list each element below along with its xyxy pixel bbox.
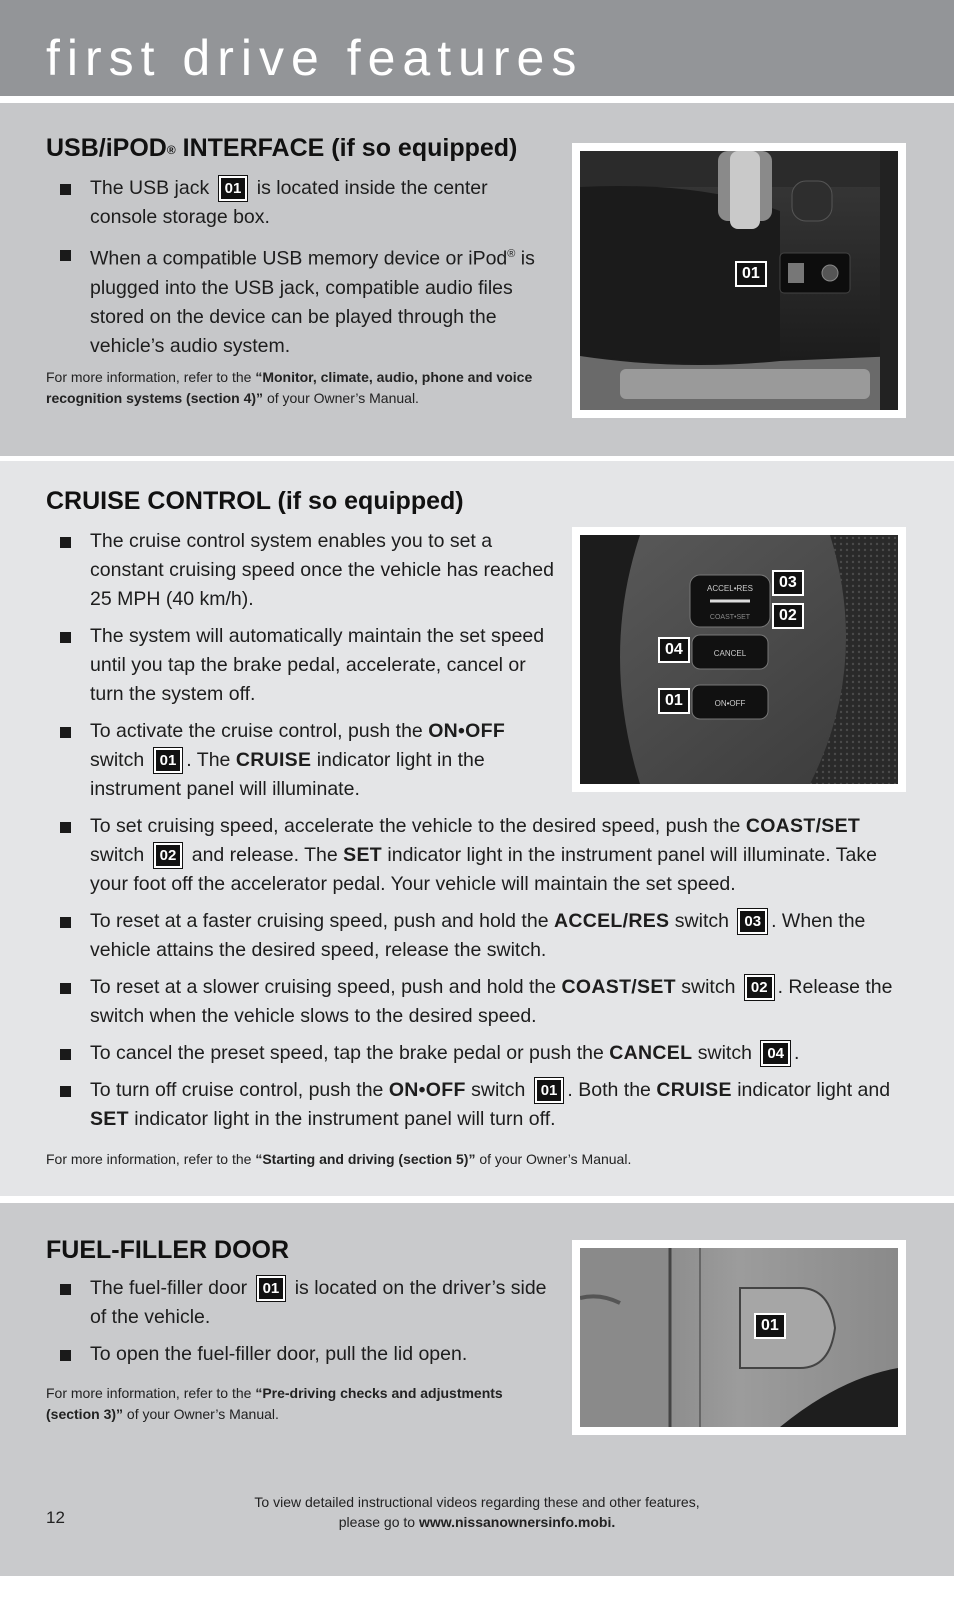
cruise-switch-photo <box>572 527 906 792</box>
page-header <box>0 0 954 96</box>
footer-note: To view detailed instructional videos regarding these and other features, please go to www.nissanownersinfo.mobi. <box>254 1494 700 1530</box>
callout-badge: 01 <box>219 176 248 201</box>
on-off-switch-label: ON•OFF <box>714 699 746 708</box>
callout-badge: 02 <box>745 975 774 1000</box>
accel-res-switch-label: ACCEL•RES <box>707 584 753 593</box>
usb-bullet-list <box>46 174 556 369</box>
website-link[interactable]: www.nissanownersinfo.mobi. <box>418 1514 616 1530</box>
cancel-switch-label: CANCEL <box>713 649 747 658</box>
bullet-square-icon <box>60 917 71 928</box>
callout-badge: 01 <box>257 1276 286 1301</box>
fuel-door-image <box>580 1248 898 1427</box>
list-item: To reset at a slower cruising speed, push and hold the COAST/SET switch 02 . Release the switch when the vehicle slows to the desired speed. <box>46 973 906 1031</box>
list-item: The fuel-filler door 01 is located on the driver’s side of the vehicle. <box>46 1274 556 1332</box>
list-item: When a compatible USB memory device or iPod® is plugged into the USB jack, compatible audio files stored on the device can be played through the vehicle’s audio system. <box>46 240 556 361</box>
callout-badge: 02 <box>154 843 183 868</box>
list-item: To set cruising speed, accelerate the vehicle to the desired speed, push the COAST/SET switch 02 and release. The SET indicator light in the instrument panel will illuminate. Take your foot off the accelerator pedal. Your vehicle will maintain the set speed. <box>46 812 906 899</box>
bullet-square-icon <box>60 632 71 643</box>
bullet-square-icon <box>60 184 71 195</box>
callout-badge: 01 <box>154 748 183 773</box>
page-title: first drive features <box>46 30 584 86</box>
cruise-heading: CRUISE CONTROL (if so equipped) <box>46 487 464 515</box>
photo-callout-01: 01 <box>658 688 690 714</box>
cruise-bullet-list-bottom <box>46 812 906 1142</box>
photo-callout-03: 03 <box>772 570 804 596</box>
list-item: To reset at a faster cruising speed, push and hold the ACCEL/RES switch 03 . When the vehicle attains the desired speed, release the switch. <box>46 907 906 965</box>
callout-badge: 01 <box>535 1078 564 1103</box>
fuel-reference-note: For more information, refer to the “Pre-driving checks and adjustments (section 3)” of your Owner’s Manual. <box>46 1385 503 1422</box>
bullet-square-icon <box>60 1049 71 1060</box>
fuel-heading: FUEL-FILLER DOOR <box>46 1236 290 1264</box>
bullet-square-icon <box>60 727 71 738</box>
bullet-square-icon <box>60 983 71 994</box>
bullet-square-icon <box>60 250 71 261</box>
list-item: The USB jack 01 is located inside the center console storage box. <box>46 174 556 232</box>
fuel-door-photo <box>572 1240 906 1435</box>
photo-callout-04: 04 <box>658 637 690 663</box>
bullet-square-icon <box>60 1350 71 1361</box>
bullet-square-icon <box>60 822 71 833</box>
usb-section <box>0 103 954 456</box>
callout-badge: 04 <box>761 1041 790 1066</box>
photo-callout-02: 02 <box>772 603 804 629</box>
usb-jack-photo <box>572 143 906 418</box>
cruise-control-section <box>0 461 954 1196</box>
bullet-square-icon <box>60 537 71 548</box>
steering-wheel-switch-image <box>580 535 898 784</box>
list-item: To turn off cruise control, push the ON•OFF switch 01 . Both the CRUISE indicator light and SET indicator light in the instrument panel will turn off. <box>46 1076 906 1134</box>
usb-heading: USB/iPOD® INTERFACE (if so equipped) <box>46 134 518 162</box>
cruise-bullet-list-top <box>46 527 556 812</box>
list-item: The system will automatically maintain the set speed until you tap the brake pedal, accelerate, cancel or turn the system off. <box>46 622 556 709</box>
coast-set-switch-label: COAST•SET <box>709 614 751 621</box>
photo-callout-01: 01 <box>735 261 767 287</box>
cruise-reference-note: For more information, refer to the “Starting and driving (section 5)” of your Owner’s Manual. <box>46 1151 632 1167</box>
bullet-square-icon <box>60 1284 71 1295</box>
usb-reference-note: For more information, refer to the “Monitor, climate, audio, phone and voice recognition systems (section 4)” of your Owner’s Manual. <box>46 369 533 406</box>
callout-badge: 03 <box>738 909 767 934</box>
page-number: 12 <box>46 1508 65 1527</box>
list-item: The cruise control system enables you to set a constant cruising speed once the vehicle has reached 25 MPH (40 km/h). <box>46 527 556 614</box>
photo-callout-01: 01 <box>754 1313 786 1339</box>
list-item: To cancel the preset speed, tap the brake pedal or push the CANCEL switch 04 . <box>46 1039 906 1068</box>
bullet-square-icon <box>60 1086 71 1097</box>
fuel-bullet-list <box>46 1274 556 1377</box>
list-item: To activate the cruise control, push the ON•OFF switch 01 . The CRUISE indicator light in the instrument panel will illuminate. <box>46 717 556 804</box>
list-item: To open the fuel-filler door, pull the lid open. <box>46 1340 556 1369</box>
